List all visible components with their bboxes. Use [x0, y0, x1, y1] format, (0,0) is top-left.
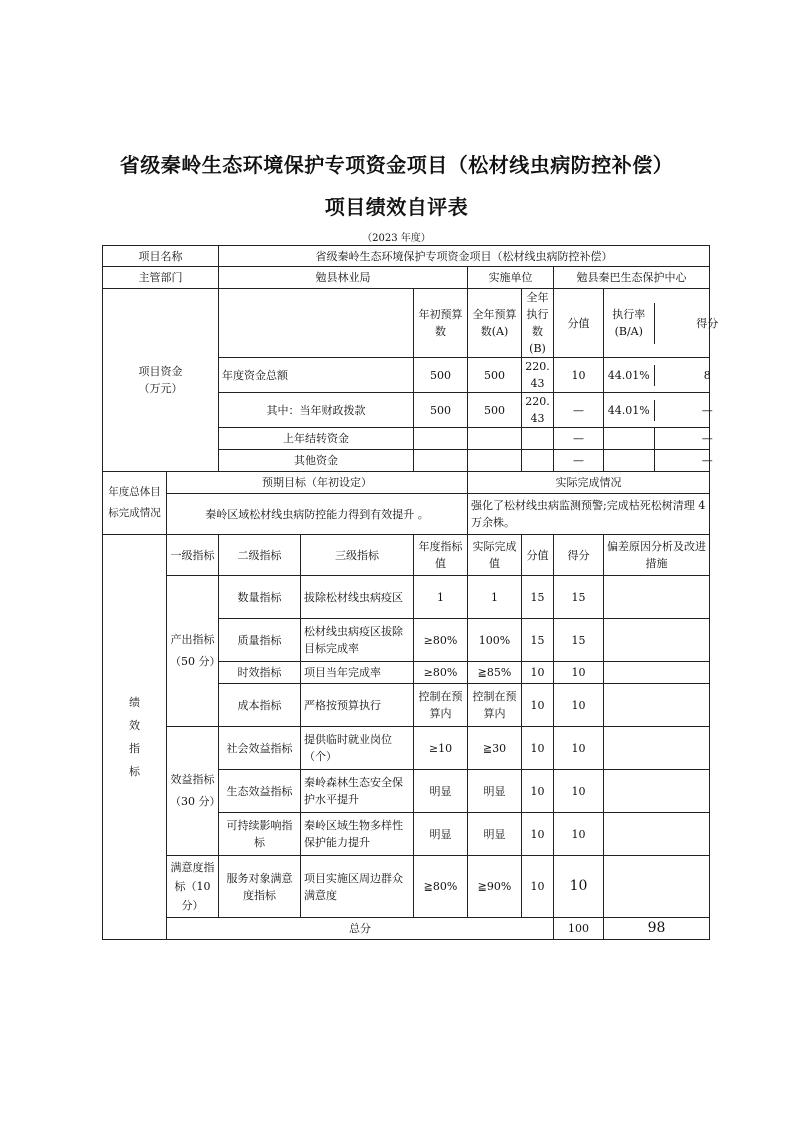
indicators-section-label: [103, 535, 167, 940]
header-exec-rate: 执行率(B/A): [604, 303, 654, 344]
funds-row-label: 其中：当年财政拨款: [219, 393, 414, 428]
header-annual-exec: 全年执行数(B): [522, 289, 554, 358]
department-row: [103, 267, 710, 289]
indicator-level3: 项目当年完成率: [301, 662, 414, 684]
indicator-level3: 提供临时就业岗位（个）: [301, 727, 414, 770]
funds-row-label: 上年结转资金: [219, 428, 414, 450]
indicator-row: [103, 856, 710, 918]
indicator-header-row: [103, 535, 710, 576]
header-score-group: [604, 289, 719, 358]
indicator-actual: 100%: [468, 619, 522, 662]
indicator-actual: 明显: [468, 813, 522, 856]
indicator-points: 10: [522, 770, 554, 813]
indicator-level3: 秦岭森林生态安全保护水平提升: [301, 770, 414, 813]
indicator-score: 15: [554, 576, 604, 619]
funds-row-label: 年度资金总额: [219, 358, 414, 393]
funds-row-label: 其他资金: [219, 450, 414, 472]
header-score: 得分: [554, 535, 604, 576]
funds-points: —: [554, 450, 604, 472]
indicator-score: 10: [554, 727, 604, 770]
goals-actual-header: 实际完成情况: [468, 472, 710, 494]
funds-score: —: [701, 432, 713, 445]
header-score: 得分: [696, 316, 719, 330]
indicator-score: 10: [554, 770, 604, 813]
funds-points: 10: [554, 358, 604, 393]
header-target: 年度指标值: [414, 535, 468, 576]
indicator-target: 控制在预算内: [414, 684, 468, 727]
header-level1: 一级指标: [167, 535, 219, 576]
document-subtitle: 项目绩效自评表: [324, 195, 469, 219]
indicator-target: ≥10: [414, 727, 468, 770]
indicator-level3: 松材线虫病疫区拔除目标完成率: [301, 619, 414, 662]
indicator-level3: 秦岭区域生物多样性保护能力提升: [301, 813, 414, 856]
indicator-points: 10: [522, 662, 554, 684]
funds-initial: [414, 428, 468, 450]
funds-rate: [604, 450, 654, 471]
indicator-points: 10: [522, 727, 554, 770]
indicator-level2: 质量指标: [219, 619, 301, 662]
indicator-level2: 社会效益指标: [219, 727, 301, 770]
indicator-actual: 明显: [468, 770, 522, 813]
total-points: 100: [554, 918, 604, 940]
funds-rate-score: [604, 450, 713, 472]
indicator-reason: [604, 813, 710, 856]
goals-header-row: [103, 472, 710, 494]
indicator-level2: 服务对象满意度指标: [219, 856, 301, 918]
indicator-reason: [604, 770, 710, 813]
project-name-value: 省级秦岭生态环境保护专项资金项目（松材线虫病防控补偿）: [219, 246, 710, 267]
funds-initial: 500: [414, 393, 468, 428]
indicator-target: ≥80%: [414, 662, 468, 684]
goals-expected-header: 预期目标（年初设定）: [167, 472, 468, 494]
funds-annual: 500: [468, 393, 522, 428]
funds-initial: 500: [414, 358, 468, 393]
indicator-score: 10: [554, 684, 604, 727]
funds-points: —: [554, 393, 604, 428]
dept-label: 主管部门: [103, 267, 219, 289]
funds-header-blank: [219, 289, 414, 358]
indicator-actual: ≧30: [468, 727, 522, 770]
report-year: （2023 年度）: [362, 233, 431, 244]
funds-exec: 220.43: [522, 358, 554, 393]
indicator-row: [103, 576, 710, 619]
indicator-points: 10: [522, 813, 554, 856]
indicator-reason: [604, 856, 710, 918]
group-output: 产出指标（50 分）: [167, 576, 219, 727]
indicator-reason: [604, 662, 710, 684]
funds-rate-score: [604, 393, 713, 428]
goals-label: 年度总体目标完成情况: [103, 472, 167, 535]
indicator-reason: [604, 684, 710, 727]
indicator-target: 明显: [414, 813, 468, 856]
indicator-points: 15: [522, 619, 554, 662]
header-annual-budget: 全年预算数(A): [468, 289, 522, 358]
dept-value: 勉县林业局: [219, 267, 468, 289]
funds-annual: [468, 428, 522, 450]
funds-annual: [468, 450, 522, 472]
funds-points: —: [554, 428, 604, 450]
indicator-level2: 生态效益指标: [219, 770, 301, 813]
funds-exec: 220.43: [522, 393, 554, 428]
group-satisfaction: 满意度指标（10 分）: [167, 856, 219, 918]
goals-expected: 秦岭区域松材线虫病防控能力得到有效提升 。: [167, 494, 468, 535]
funds-score: —: [701, 403, 713, 417]
funds-rate-score: [604, 428, 713, 450]
funds-header-row: [103, 289, 710, 358]
total-label: 总分: [167, 918, 554, 940]
indicators-section-text: 绩效指标: [129, 696, 140, 778]
header-points: 分值: [522, 535, 554, 576]
indicator-level3: 项目实施区周边群众满意度: [301, 856, 414, 918]
funds-rate: [604, 428, 654, 449]
indicator-level2: 时效指标: [219, 662, 301, 684]
funds-exec: [522, 450, 554, 472]
indicator-score: 10: [554, 813, 604, 856]
indicator-points: 10: [522, 856, 554, 918]
funds-label-line2: （万元）: [138, 382, 183, 395]
project-name-row: [103, 246, 710, 267]
indicator-level3: 严格按预算执行: [301, 684, 414, 727]
funds-rate-score: [604, 358, 710, 393]
header-level2: 二级指标: [219, 535, 301, 576]
indicator-row: [103, 727, 710, 770]
header-reason: 偏差原因分析及改进措施: [604, 535, 710, 576]
indicator-points: 15: [522, 576, 554, 619]
indicator-target: 明显: [414, 770, 468, 813]
indicator-reason: [604, 576, 710, 619]
funds-label: [103, 289, 219, 472]
project-name-label: 项目名称: [103, 246, 219, 267]
document-title: 省级秦岭生态环境保护专项资金项目（松材线虫病防控补偿）: [119, 153, 674, 177]
goals-actual: 强化了松材线虫病监测预警;完成枯死松树清理 4 万余株。: [468, 494, 710, 535]
indicator-actual: 1: [468, 576, 522, 619]
header-actual: 实际完成值: [468, 535, 522, 576]
goals-content-row: [103, 494, 710, 535]
indicator-level2: 可持续影响指标: [219, 813, 301, 856]
group-benefit: 效益指标（30 分）: [167, 727, 219, 856]
indicator-target: ≧80%: [414, 856, 468, 918]
funds-rate: 44.01%: [604, 400, 654, 421]
indicator-reason: [604, 619, 710, 662]
indicator-score: 10: [554, 856, 604, 918]
impl-label: 实施单位: [468, 267, 554, 289]
indicator-level2: 数量指标: [219, 576, 301, 619]
indicator-actual: 控制在预算内: [468, 684, 522, 727]
funds-score: 8: [703, 368, 711, 382]
indicator-level3: 拔除松材线虫病疫区: [301, 576, 414, 619]
header-points: 分值: [554, 289, 604, 358]
header-initial-budget: 年初预算数: [414, 289, 468, 358]
impl-value: 勉县秦巴生态保护中心: [554, 267, 710, 289]
funds-exec: [522, 428, 554, 450]
indicator-target: ≥80%: [414, 619, 468, 662]
total-row: [103, 918, 710, 940]
indicator-actual: ≧85%: [468, 662, 522, 684]
performance-table: [102, 245, 719, 940]
funds-score: —: [701, 454, 713, 467]
indicator-actual: ≧90%: [468, 856, 522, 918]
indicator-level2: 成本指标: [219, 684, 301, 727]
funds-annual: 500: [468, 358, 522, 393]
funds-initial: [414, 450, 468, 472]
indicator-score: 10: [554, 662, 604, 684]
indicator-score: 15: [554, 619, 604, 662]
indicator-reason: [604, 727, 710, 770]
indicator-points: 10: [522, 684, 554, 727]
header-level3: 三级指标: [301, 535, 414, 576]
funds-label-line1: 项目资金: [138, 365, 183, 378]
indicator-target: 1: [414, 576, 468, 619]
funds-rate: 44.01%: [604, 365, 654, 386]
total-score: 98: [604, 918, 710, 940]
